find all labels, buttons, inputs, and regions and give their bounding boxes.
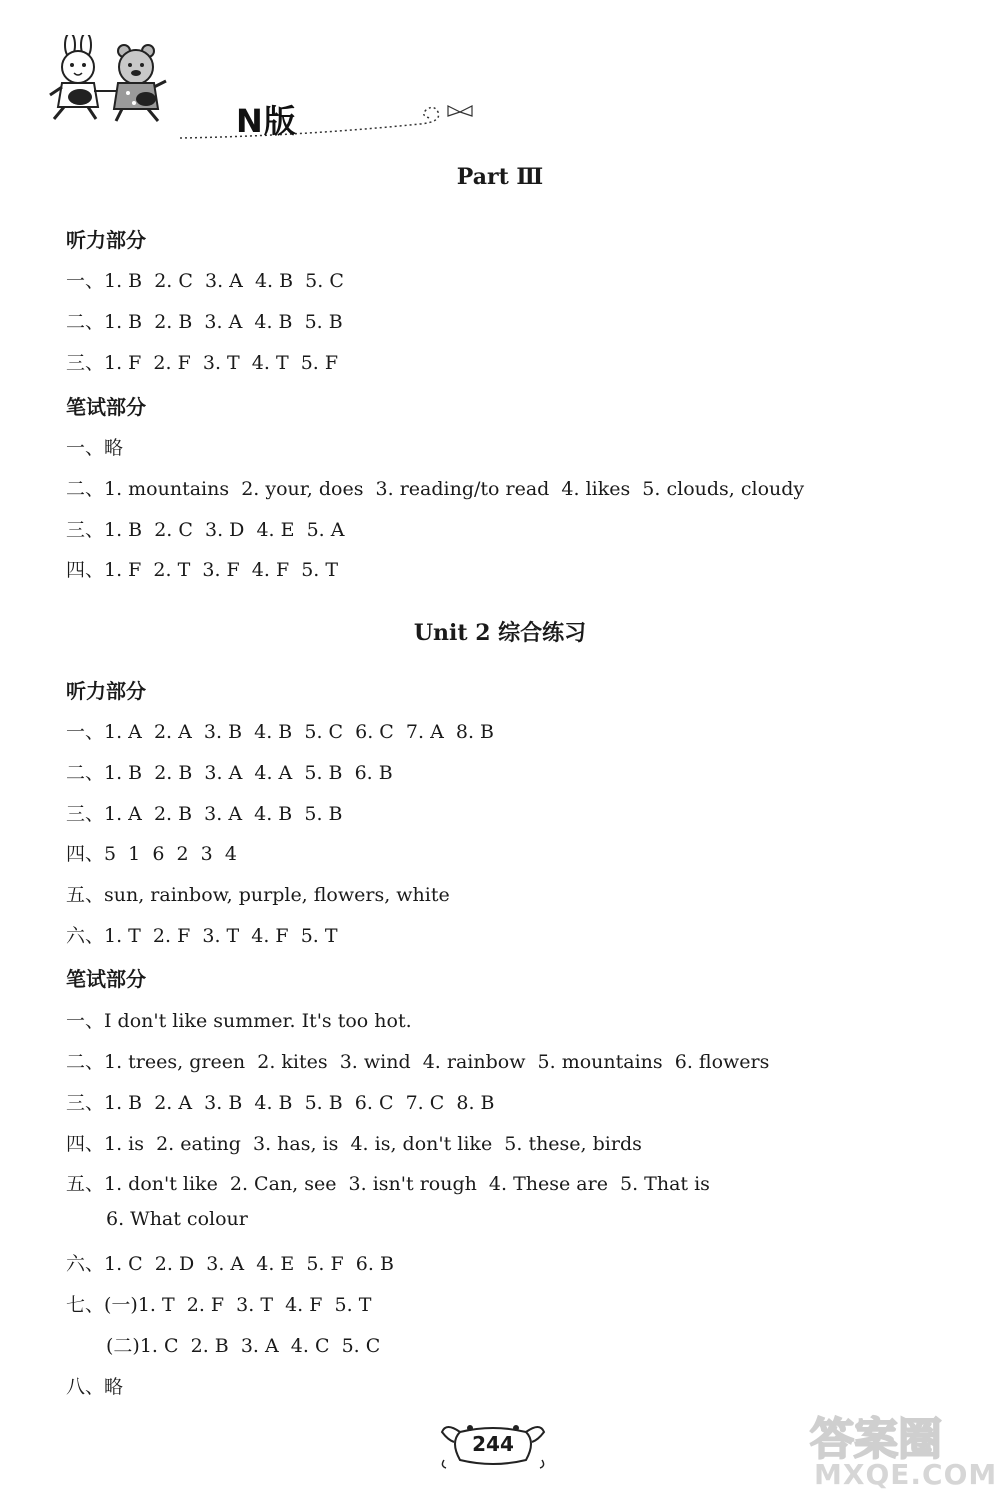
- answer-line: 四、1. is 2. eating 3. has, is 4. is, don't like 5. these, birds: [66, 1133, 642, 1155]
- answer-line: 五、1. don't like 2. Can, see 3. isn't rough 4. These are 5. That is: [66, 1173, 710, 1195]
- answer-line: (二)1. C 2. B 3. A 4. C 5. C: [106, 1335, 381, 1357]
- page-number-badge: [438, 1420, 548, 1472]
- watermark-url: MXQE.COM: [814, 1458, 998, 1491]
- answer-line: 六、1. T 2. F 3. T 4. F 5. T: [66, 925, 338, 947]
- answer-line: 六、1. C 2. D 3. A 4. E 5. F 6. B: [66, 1253, 394, 1275]
- answer-line: 二、1. B 2. B 3. A 4. B 5. B: [66, 311, 343, 333]
- answer-line: 四、5 1 6 2 3 4: [66, 843, 237, 865]
- dotted-swirl-line-icon: [180, 102, 480, 142]
- edition-label: N版: [236, 102, 297, 140]
- section-title: Part Ⅲ: [456, 164, 544, 190]
- answer-line: 四、1. F 2. T 3. F 4. F 5. T: [66, 559, 339, 581]
- answer-line: 一、略: [66, 437, 124, 459]
- answer-line: 二、1. mountains 2. your, does 3. reading/to read 4. likes 5. clouds, cloudy: [66, 478, 805, 500]
- answer-line: 三、1. F 2. F 3. T 4. T 5. F: [66, 352, 339, 374]
- section-title: Unit 2 综合练习: [413, 620, 587, 646]
- bunny-and-bear-mascot-icon: [40, 35, 200, 125]
- answer-line: 一、1. A 2. A 3. B 4. B 5. C 6. C 7. A 8. B: [66, 721, 495, 743]
- answer-line: 七、(一)1. T 2. F 3. T 4. F 5. T: [66, 1294, 372, 1316]
- answer-line: 五、sun, rainbow, purple, flowers, white: [66, 884, 450, 906]
- answer-line: 八、略: [66, 1376, 124, 1398]
- answer-line: 6. What colour: [106, 1208, 248, 1230]
- section-heading: 笔试部分: [66, 967, 146, 991]
- answer-line: 二、1. B 2. B 3. A 4. A 5. B 6. B: [66, 762, 393, 784]
- section-heading: 听力部分: [66, 679, 146, 703]
- answer-line: 三、1. B 2. C 3. D 4. E 5. A: [66, 519, 345, 541]
- section-heading: 笔试部分: [66, 395, 146, 419]
- answer-line: 二、1. trees, green 2. kites 3. wind 4. rainbow 5. mountains 6. flowers: [66, 1051, 770, 1073]
- answer-line: 三、1. B 2. A 3. B 4. B 5. B 6. C 7. C 8. B: [66, 1092, 495, 1114]
- answer-line: 一、1. B 2. C 3. A 4. B 5. C: [66, 270, 344, 292]
- page-header: [40, 30, 460, 140]
- answer-line: 三、1. A 2. B 3. A 4. B 5. B: [66, 803, 343, 825]
- answer-line: 一、I don't like summer. It's too hot.: [66, 1010, 412, 1032]
- page-number: 244: [472, 1432, 514, 1456]
- section-heading: 听力部分: [66, 228, 146, 252]
- watermark-text: 答案圈: [810, 1414, 942, 1465]
